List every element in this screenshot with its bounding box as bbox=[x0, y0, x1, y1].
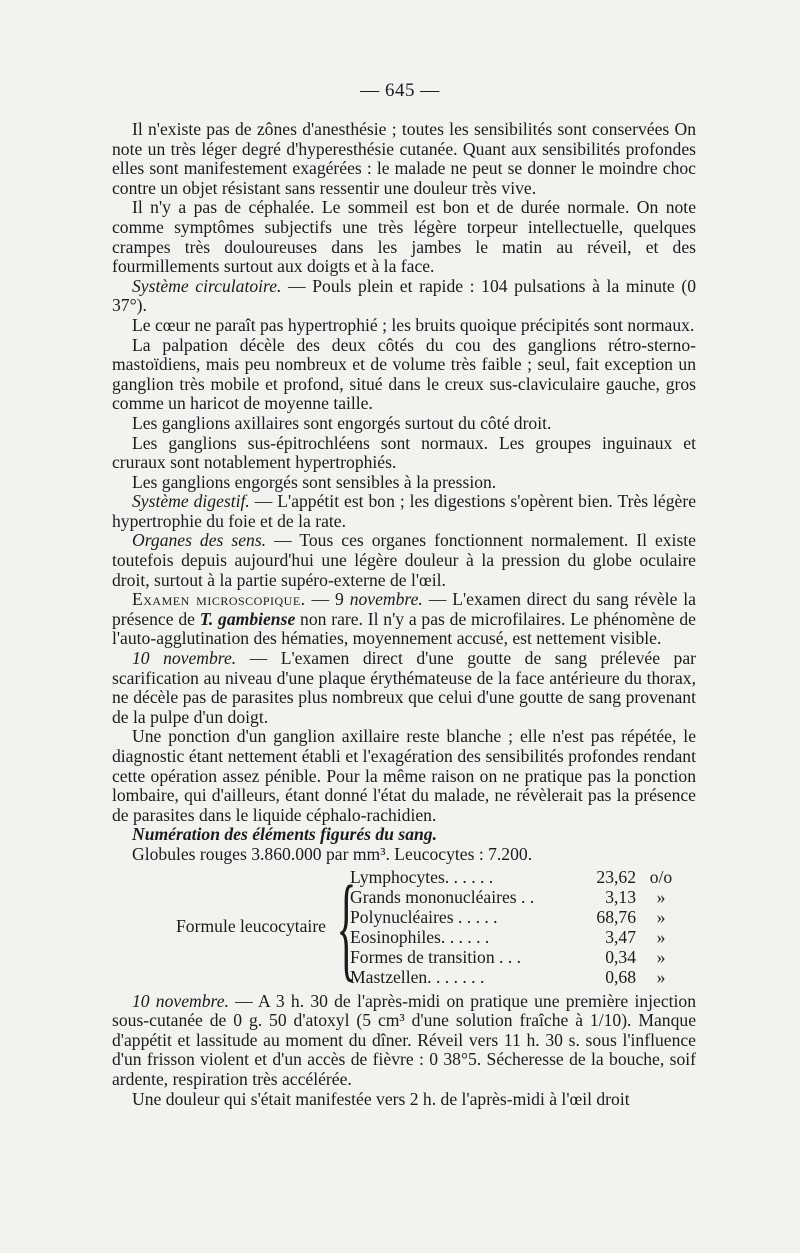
body-text bbox=[112, 120, 696, 1109]
paragraph: Les ganglions sus-épitrochléens sont normaux. Les groupes inguinaux et cruraux sont notablement hypertrophiés. bbox=[112, 432, 696, 473]
paragraph-nov10-injection: 10 novembre. — A 3 h. 30 de l'après-midi on pratique une première injection sous-cutanée de 0 g. 50 d'atoxyl (5 cm³ d'une solution fraîche à 1/10). Manque d'appétit et lassitude au moment du dîner. Réveil vers 11 h. 30 s. sous l'influence d'un frisson violent et d'un accès de fièvre : 0 38°5. Sécheresse de la bouche, soif ardente, respiration très accélérée. bbox=[112, 990, 696, 1089]
formula-row: Formes de transition . . . 0,34 » bbox=[350, 946, 666, 967]
section-text: — L'appétit est bon ; les digestions s'opèrent bien. Très légère hypertrophie du foie et de la rate. bbox=[112, 491, 697, 531]
section-heading: Examen microscopique. bbox=[132, 589, 306, 610]
paragraph-microscopic: Examen microscopique. — 9 novembre. — L'examen direct du sang révèle la présence de T. gambiense non rare. Il n'y a pas de microfilaires. Le phénomène de l'auto-agglutination des hématies, moyennement accusé, est nettement visible. bbox=[112, 589, 696, 649]
formula-row: Mastzellen. . . . . . . 0,68 » bbox=[350, 966, 666, 987]
date: novembre. bbox=[349, 589, 423, 610]
formula-row: Polynucléaires . . . . . 68,76 » bbox=[350, 906, 666, 927]
globules-line: Globules rouges 3.860.000 par mm³. Leucocytes : 7.200. bbox=[132, 843, 533, 864]
formula-label: Formule leucocytaire bbox=[176, 915, 326, 936]
paragraph-nov10: 10 novembre. — L'examen direct d'une goutte de sang prélevée par scarification au niveau d'une plaque érythémateuse de la face antérieure du thorax, ne décèle pas de parasites plus nombreux que celui d'une goutte de sang provenant de la pulpe d'un doigt. bbox=[112, 648, 696, 727]
paragraph: Il n'y a pas de céphalée. Le sommeil est bon et de durée normale. On note comme symptômes subjectifs une très légère torpeur intellectuelle, quelques crampes très douloureuses dans les jambes le matin au réveil, et des fourmillements surtout aux doigts et à la face. bbox=[112, 197, 696, 277]
formula-row: Grands mononucléaires . . 3,13 » bbox=[350, 886, 666, 907]
paragraph-ponction: Une ponction d'un ganglion axillaire reste blanche ; elle n'est pas répétée, le diagnostic étant nettement établi et l'exagération des sensibilités profondes rendant cette opération assez pénible. Pour la même raison on ne pratique pas la ponction lombaire, qui d'ailleurs, étant donné l'état du malade, ne révèlerait pas la présence de parasites dans le liquide céphalo-rachidien. bbox=[112, 726, 696, 825]
paragraph: Il n'existe pas de zônes d'anesthésie ; toutes les sensibilités sont conservées On note un très léger degré d'hyperesthésie cutanée. Quant aux sensibilités profondes elles sont manifestement exagérées : le malade ne peut se donner le moindre choc contre un objet résistant sans ressentir une douleur très vive. bbox=[112, 119, 696, 198]
paragraph: Le cœur ne paraît pas hypertrophié ; les bruits quoique précipités sont normaux. bbox=[132, 314, 695, 335]
date: 10 novembre. bbox=[132, 990, 229, 1011]
paragraph-digestive bbox=[112, 492, 696, 531]
section-heading: Système circulatoire. bbox=[132, 275, 282, 296]
date: 10 novembre. bbox=[132, 648, 237, 669]
section-text: — Pouls plein et rapide : 104 pulsations à la minute (0 37°). bbox=[112, 275, 697, 316]
formula-rows bbox=[350, 867, 696, 987]
species-name: T. gambiense bbox=[199, 608, 296, 629]
paragraph: Les ganglions axillaires sont engorgés surtout du côté droit. bbox=[132, 412, 552, 433]
page-number: — 645 — bbox=[360, 80, 440, 101]
paragraph: La palpation décèle des deux côtés du cou des ganglions rétro-sterno-mastoïdiens, mais peu nombreux et de volume très faible ; seul, fait exception un ganglion très mobile et profond, situé dans le creux sus-claviculaire gauche, gros comme un haricot de moyenne taille. bbox=[112, 334, 696, 414]
formula-row: Eosinophiles. . . . . . 3,47 » bbox=[350, 926, 666, 947]
section-text: — Tous ces organes fonctionnent normalement. Il existe toutefois depuis aujourd'hui une légère douleur à la pression du globe oculaire droit, surtout à la partie supéro-externe de l'œil. bbox=[112, 530, 696, 590]
paragraph-last: Une douleur qui s'était manifestée vers 2 h. de l'après-midi à l'œil droit bbox=[132, 1088, 630, 1109]
numeration-title: Numération des éléments figurés du sang. bbox=[132, 824, 437, 845]
paragraph-circulatory bbox=[112, 277, 696, 316]
formula-row: Lymphocytes. . . . . . 23,62 o/o bbox=[350, 866, 673, 887]
section-heading: Système digestif. bbox=[132, 491, 250, 512]
paragraph: Les ganglions engorgés sont sensibles à la pression. bbox=[132, 471, 497, 492]
leucocyte-formula bbox=[112, 860, 696, 992]
paragraph-senses bbox=[112, 531, 696, 590]
brace: { bbox=[336, 860, 357, 992]
section-heading: Organes des sens. bbox=[132, 530, 267, 551]
